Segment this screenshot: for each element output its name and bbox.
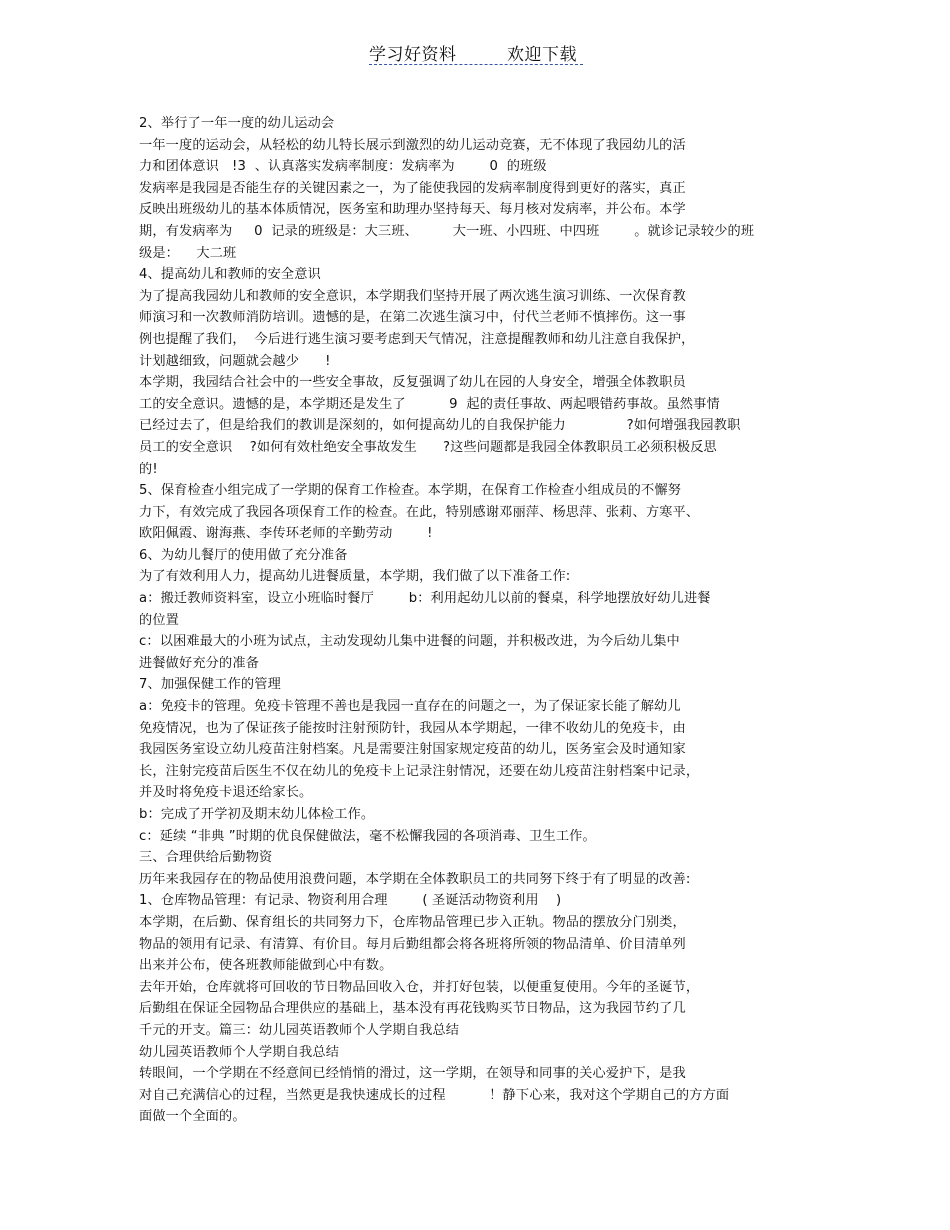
text-line: 员工的安全意识 ?如何有效杜绝安全事故发生 ?这些问题都是我园全体教职员工必须积极反思 — [139, 439, 717, 455]
text-line: 对自己充满信心的过程，当然更是我快速成长的过程 ！静下心来，我对这个学期自己的方方面 — [139, 1087, 730, 1103]
text-line: 5、保育检查小组完成了一学期的保育工作检查。本学期，在保育工作检查小组成员的不懈努 — [139, 483, 682, 499]
text-line: 后勤组在保证全园物品合理供应的基础上，基本没有再花钱购买节日物品，这为我园节约了几 — [139, 1001, 686, 1017]
text-line: 发病率是我园是否能生存的关键因素之一，为了能使我园的发病率制度得到更好的落实，真正 — [139, 180, 686, 196]
text-line: 出来并公布，使各班教师能做到心中有数。 — [139, 958, 393, 974]
text-line: 例也提醒了我们， 今后进行逃生演习要考虑到天气情况，注意提醒教师和幼儿注意自我保护， — [139, 331, 695, 347]
text-line: a：免疫卡的管理。免疫卡管理不善也是我园一直存在的问题之一，为了保证家长能了解幼儿 — [139, 699, 681, 715]
text-line: 并及时将免疫卡退还给家长。 — [139, 785, 313, 801]
text-line: 本学期，在后勤、保育组长的共同努力下，仓库物品管理已步入正轨。物品的摆放分门别类， — [139, 914, 686, 930]
text-line: 级是： 大二班 — [139, 245, 237, 261]
text-line: c：延续 “非典 ”时期的优良保健做法，毫不松懈我园的各项消毒、卫生工作。 — [139, 828, 596, 844]
text-line: 历年来我园存在的物品使用浪费问题，本学期在全体教职员工的共同努下终于有了明显的改善: — [139, 871, 691, 887]
text-line: 转眼间，一个学期在不经意间已经悄悄的滑过，这一学期，在领导和同事的关心爱护下，是我 — [139, 1066, 686, 1082]
text-line: 进餐做好充分的准备 — [139, 655, 260, 671]
text-line: 为了提高我园幼儿和教师的安全意识，本学期我们坚持开展了两次逃生演习训练、一次保育教 — [139, 288, 686, 304]
text-line: 面做一个全面的。 — [139, 1109, 246, 1125]
text-line: 工的安全意识。遗憾的是，本学期还是发生了 9 起的责任事故、两起喂错药事故。虽然事情 — [139, 396, 720, 412]
text-line: 计划越细致，问题就会越少 ! — [139, 353, 331, 369]
text-line: c：以困难最大的小班为试点，主动发现幼儿集中进餐的问题，并积极改进，为今后幼儿集中 — [139, 634, 680, 650]
document-body — [139, 113, 799, 1128]
text-line: 我园医务室设立幼儿疫苗注射档案。凡是需要注射国家规定疫苗的幼儿，医务室会及时通知家 — [139, 742, 686, 758]
text-line: 4、提高幼儿和教师的安全意识 — [139, 267, 321, 283]
text-line: 三、合理供给后勤物资 — [139, 850, 273, 866]
text-line: b：完成了开学初及期末幼儿体检工作。 — [139, 807, 375, 822]
text-line: 一年一度的运动会，从轻松的幼儿特长展示到激烈的幼儿运动竞赛，无不体现了我园幼儿的活 — [139, 137, 686, 153]
text-line: 免疫情况，也为了保证孩子能按时注射预防针，我园从本学期起，一律不收幼儿的免疫卡，由 — [139, 720, 686, 736]
text-line: 已经过去了，但是给我们的教训是深刻的，如何提高幼儿的自我保护能力 ?如何增强我园教职 — [139, 418, 741, 434]
text-line: 欧阳佩霞、谢海燕、李传环老师的辛勤劳动 ! — [139, 526, 433, 542]
text-line: 2、举行了一年一度的幼儿运动会 — [139, 116, 335, 131]
text-line: 6、为幼儿餐厅的使用做了充分准备 — [139, 547, 348, 563]
text-line: 力下，有效完成了我园各项保育工作的检查。在此，特别感谢邓丽萍、杨思萍、张莉、方寒平、 — [139, 504, 700, 520]
text-line: 的! — [139, 461, 158, 477]
text-line: 为了有效利用人力，提高幼儿进餐质量，本学期，我们做了以下准备工作: — [139, 569, 571, 585]
header-left-text: 学习好资料 — [369, 45, 457, 65]
text-line: 长，注射完疫苗后医生不仅在幼儿的免疫卡上记录注射情况，还要在幼儿疫苗注射档案中记录， — [139, 763, 700, 779]
text-line: 去年开始，仓库就将可回收的节日物品回收入仓，并打好包装，以便重复使用。今年的圣诞节， — [139, 979, 700, 995]
text-line: 师演习和一次教师消防培训。遗憾的是，在第二次逃生演习中，付代兰老师不慎摔伤。这一事 — [139, 310, 686, 326]
text-line: 7、加强保健工作的管理 — [139, 677, 281, 693]
text-line: 幼儿园英语教师个人学期自我总结 — [139, 1044, 340, 1060]
text-line: 本学期，我园结合社会中的一些安全事故，反复强调了幼儿在园的人身安全，增强全体教职员 — [139, 375, 686, 391]
text-line: a：搬迁教师资料室，设立小班临时餐厅 b：利用起幼儿以前的餐桌，科学地摆放好幼儿进餐 — [139, 591, 711, 607]
header-dashed-rule — [369, 64, 583, 65]
header-right-text: 欢迎下载 — [507, 45, 577, 65]
text-line: 千元的开支。篇三：幼儿园英语教师个人学期自我总结 — [139, 1022, 460, 1038]
text-line: 期，有发病率为 0 记录的班级是：大三班、 大一班、小四班、中四班 。就诊记录较少的班 — [139, 223, 755, 239]
text-line: 反映出班级幼儿的基本体质情况，医务室和助理办坚持每天、每月核对发病率，并公布。本学 — [139, 202, 686, 218]
text-line: 1、仓库物品管理：有记录、物资利用合理 ( 圣诞活动物资利用 ) — [139, 893, 562, 909]
text-line: 力和团体意识 !3 、认真落实发病率制度：发病率为 0 的班级 — [139, 159, 547, 175]
text-line: 物品的领用有记录、有清算、有价目。每月后勤组都会将各班将所领的物品清单、价目清单列 — [139, 936, 686, 952]
text-line: 的位置 — [139, 612, 180, 628]
page-header — [369, 40, 583, 66]
